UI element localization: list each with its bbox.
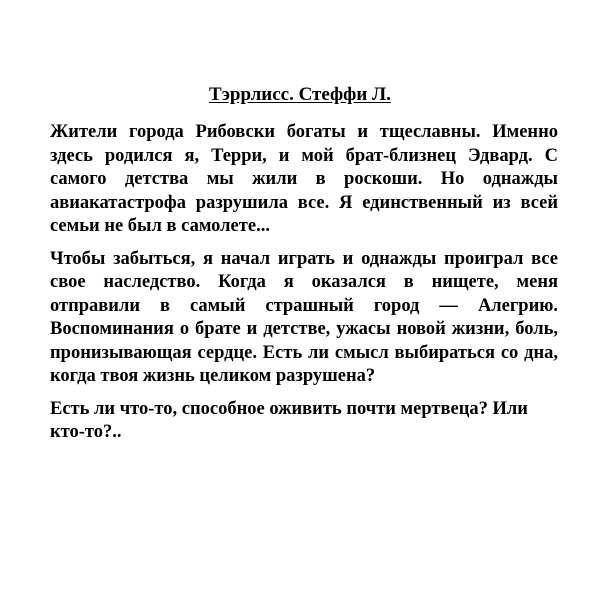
- annotation-paragraph-3: Есть ли что-то, способное оживить почти мертвеца? Или кто-то?..: [50, 398, 528, 442]
- book-title: Тэррлисс. Стеффи Л.: [209, 84, 391, 105]
- annotation-paragraph-2: Чтобы забыться, я начал играть и однажды проиграл все свое наследство. Когда я оказался в нищете, меня отправили в самый страшный город — Алегрию. Воспоминания о брате и детстве, ужасы новой жизни, боль, пронизывающая сердце. Есть ли смысл выбираться со дна, когда твоя жизнь целиком разрушена?: [50, 248, 558, 386]
- annotation-body: [50, 121, 558, 454]
- annotation-paragraph-1: Жители города Рибовски богаты и тщеславны. Именно здесь родился я, Терри, и мой брат-близнец Эдвард. С самого детства мы жили в роскоши. Но однажды авиакатастрофа разрушила все. Я единственный из всей семьи не был в самолете...: [50, 122, 558, 236]
